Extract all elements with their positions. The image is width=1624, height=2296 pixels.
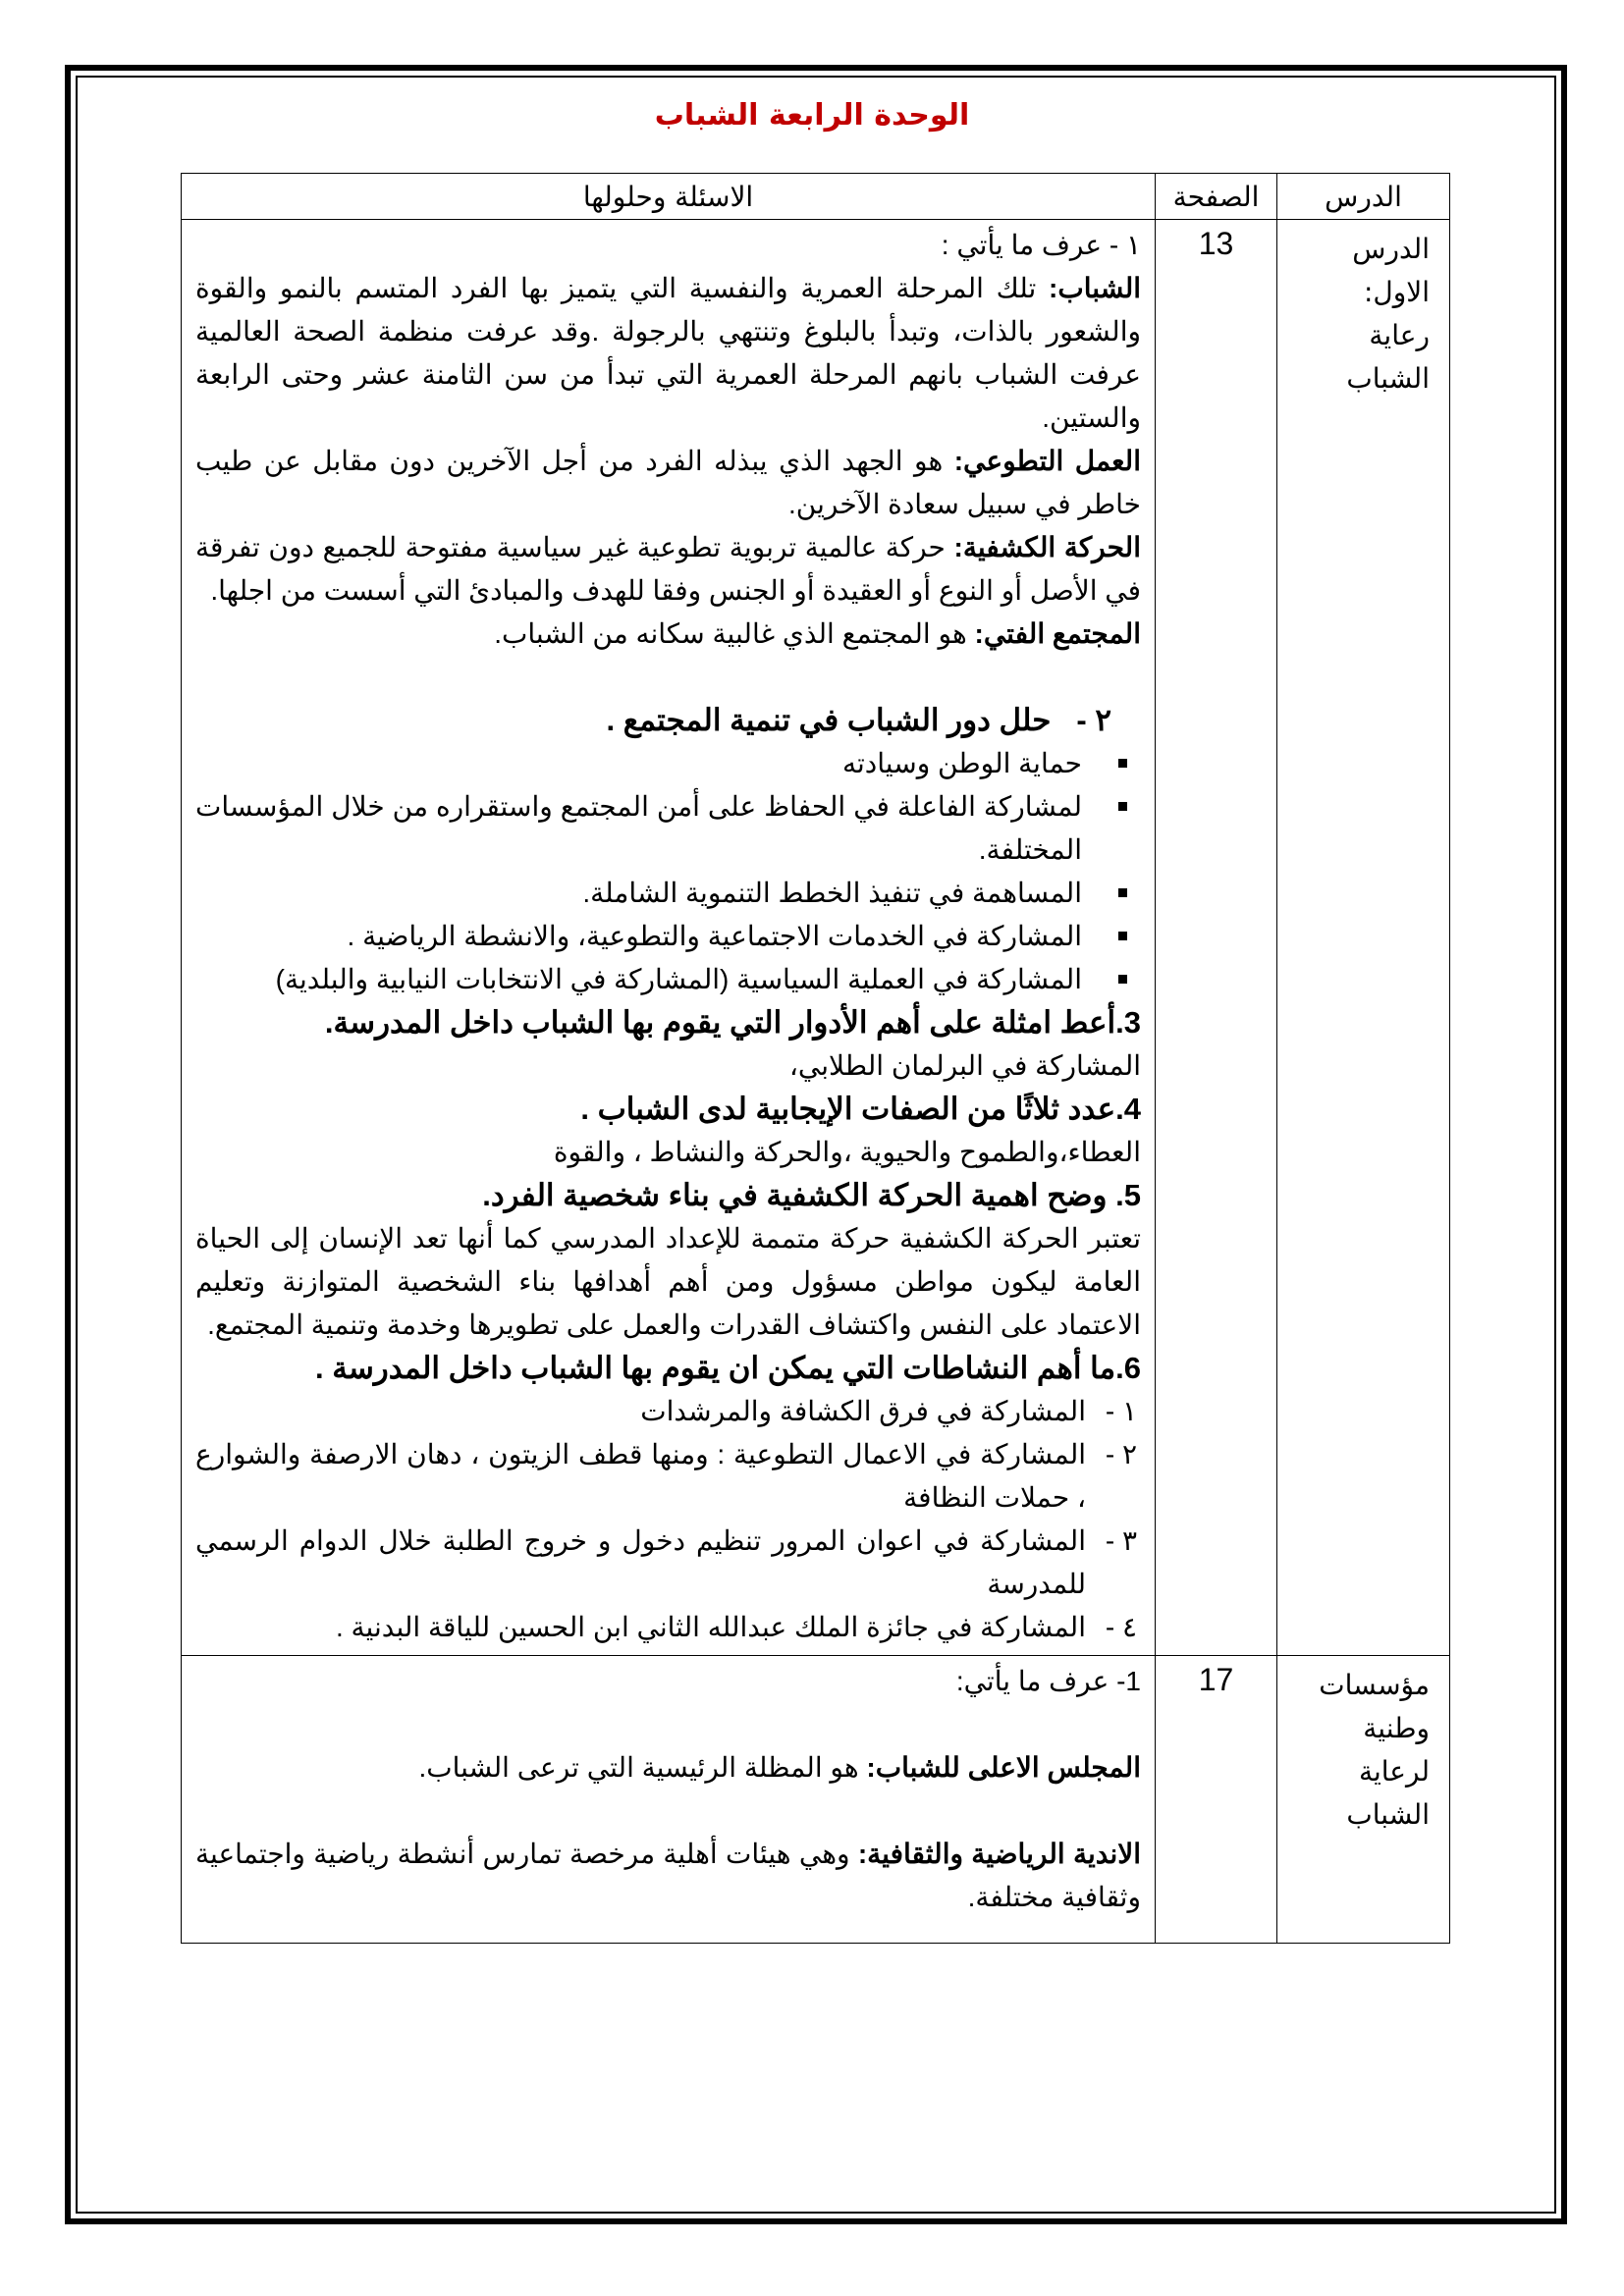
definition: المجتمع الفتي: هو المجتمع الذي غالبية سكانه من الشباب.	[494, 618, 1141, 649]
answer-list	[195, 742, 1141, 1001]
page-cell	[1156, 220, 1277, 1656]
table-row	[182, 220, 1450, 1656]
lesson-cell	[1277, 220, 1450, 1656]
list-item: ٢ - المشاركة في الاعمال التطوعية : ومنها قطف الزيتون ، دهان الارصفة والشوارع ، حملات النظافة	[195, 1439, 1137, 1513]
qa-content	[182, 1656, 1155, 1943]
page-cell	[1156, 1656, 1277, 1944]
answer-text: العطاء،والطموح والحيوية ،والحركة والنشاط ، والقوة	[553, 1137, 1141, 1167]
definition: العمل التطوعي: هو الجهد الذي يبذله الفرد من أجل الآخرين دون مقابل عن طيب خاطر في سبيل سعادة الآخرين.	[195, 446, 1141, 519]
question-heading: 3.أعط امثلة على أهم الأدوار التي يقوم بها الشباب داخل المدرسة.	[324, 1005, 1141, 1040]
question-heading: 1- عرف ما يأتي:	[955, 1666, 1141, 1696]
answer-list	[195, 1390, 1141, 1649]
definition: الحركة الكشفية: حركة عالمية تربوية تطوعية غير سياسية مفتوحة للجميع دون تفرقة في الأصل أو النوع أو العقيدة أو الجنس وفقا للهدف والمبادئ التي أسست من اجلها.	[195, 532, 1141, 606]
question-heading: 4.عدد ثلاثًا من الصفات الإيجابية لدى الشباب .	[580, 1092, 1141, 1126]
list-item: المساهمة في تنفيذ الخطط التنموية الشاملة.	[195, 872, 1082, 915]
question-heading: ٢ -حلل دور الشباب في تنمية المجتمع .	[606, 703, 1111, 737]
lesson-name: مؤسسات وطنية لرعاية الشباب	[1319, 1669, 1430, 1831]
page-number: 17	[1198, 1662, 1234, 1697]
qa-cell	[182, 220, 1156, 1656]
answer-text: تعتبر الحركة الكشفية حركة متممة للإعداد المدرسي كما أنها تعد الإنسان إلى الحياة العامة ليكون مواطن مسؤول ومن أهم أهدافها بناء الشخصية المتوازنة وتعليم الاعتماد على النفس واكتشاف القدرات والعمل على تطويرها وخدمة وتنمية المجتمع.	[195, 1223, 1141, 1340]
list-item: حماية الوطن وسيادته	[195, 742, 1082, 785]
list-item: ٤ - المشاركة في جائزة الملك عبدالله الثاني ابن الحسين للياقة البدنية .	[335, 1612, 1137, 1642]
qa-content	[182, 220, 1155, 1655]
page-number: 13	[1198, 226, 1234, 261]
question-heading: ١ - عرف ما يأتي :	[941, 230, 1141, 260]
unit-title: الوحدة الرابعة الشباب	[654, 98, 970, 133]
header-questions: الاسئلة وحلولها	[182, 174, 1156, 220]
definition: الاندية الرياضية والثقافية: وهي هيئات أهلية مرخصة تمارس أنشطة رياضية واجتماعية وثقافية مختلفة.	[195, 1839, 1141, 1912]
definition: المجلس الاعلى للشباب: هو المظلة الرئيسية التي ترعى الشباب.	[418, 1752, 1141, 1783]
question-heading: 6.ما أهم النشاطات التي يمكن ان يقوم بها الشباب داخل المدرسة .	[314, 1351, 1141, 1385]
list-item: المشاركة في العملية السياسية (المشاركة في الانتخابات النيابية والبلدية)	[195, 958, 1082, 1001]
lesson-name: الدرس الاول: رعاية الشباب	[1346, 233, 1430, 395]
list-item: ١ - المشاركة في فرق الكشافة والمرشدات	[640, 1396, 1137, 1426]
question-heading: 5. وضح اهمية الحركة الكشفية في بناء شخصية الفرد.	[482, 1178, 1141, 1212]
header-lesson: الدرس	[1277, 174, 1450, 220]
lesson-cell	[1277, 1656, 1450, 1944]
table-row	[182, 1656, 1450, 1944]
definition: الشباب: تلك المرحلة العمرية والنفسية التي يتميز بها الفرد المتسم بالنمو والقوة والشعور بالذات، وتبدأ بالبلوغ وتنتهي بالرجولة .وقد عرفت منظمة الصحة العالمية عرفت الشباب بانهم المرحلة العمرية التي تبدأ من سن الثامنة عشر وحتى الرابعة والستين.	[195, 273, 1141, 433]
answer-text: المشاركة في البرلمان الطلابي،	[788, 1050, 1141, 1081]
list-item: لمشاركة الفاعلة في الحفاظ على أمن المجتمع واستقراره من خلال المؤسسات المختلفة.	[195, 785, 1082, 872]
qa-cell	[182, 1656, 1156, 1944]
list-item: ٣ - المشاركة في اعوان المرور تنظيم دخول و خروج الطلبة خلال الدوام الرسمي للمدرسة	[195, 1525, 1137, 1599]
lessons-table	[181, 173, 1450, 1944]
table-header-row	[182, 174, 1450, 220]
header-page: الصفحة	[1156, 174, 1277, 220]
list-item: المشاركة في الخدمات الاجتماعية والتطوعية، والانشطة الرياضية .	[195, 915, 1082, 958]
